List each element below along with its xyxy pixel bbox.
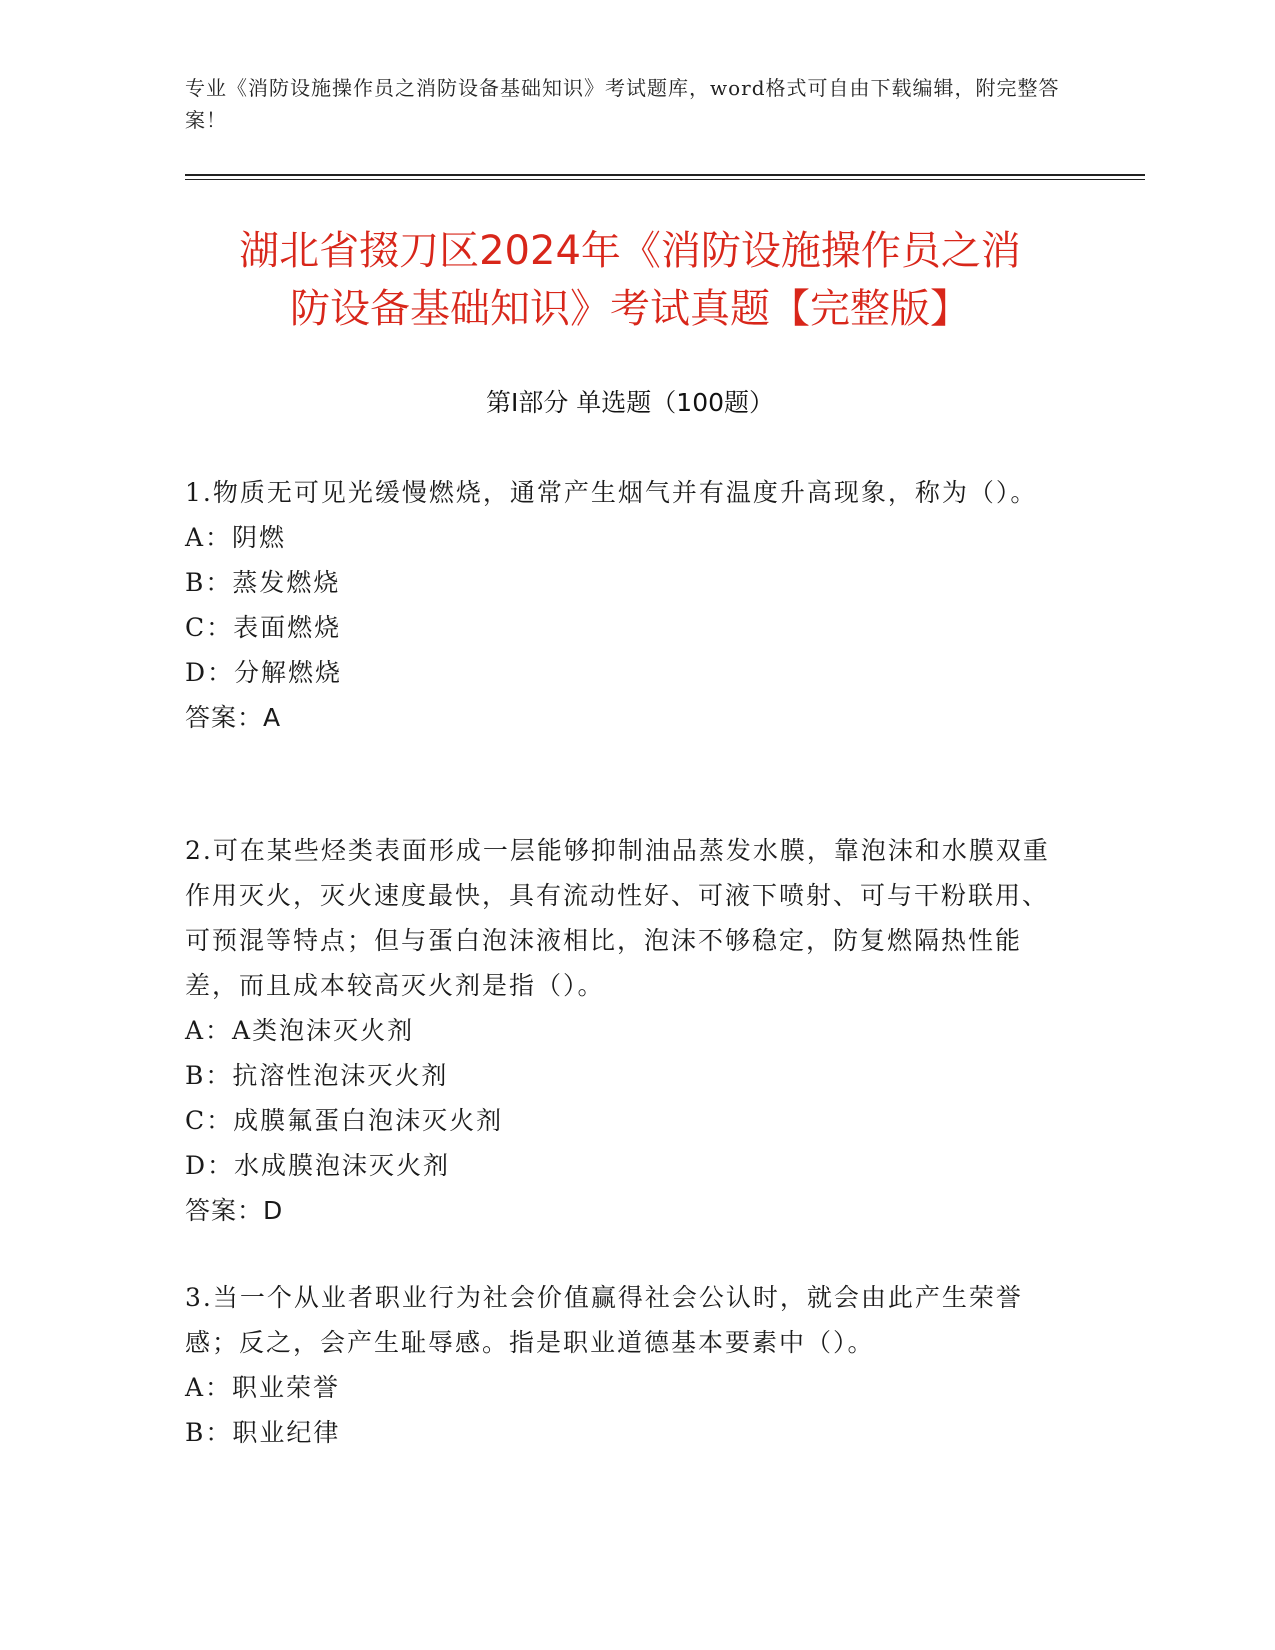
question-1	[185, 470, 1055, 740]
document-title-line-2: 防设备基础知识》考试真题【完整版】	[290, 286, 970, 332]
option-a: A：A类泡沫灭火剂	[185, 1016, 415, 1045]
option-d: D：水成膜泡沫灭火剂	[185, 1151, 451, 1180]
header-divider-thick	[185, 174, 1145, 176]
header-divider-thin	[185, 179, 1145, 180]
document-title	[160, 222, 1100, 338]
document-title-line-1: 湖北省掇刀区2024年《消防设施操作员之消	[239, 228, 1021, 274]
question-stem: 1.物质无可见光缓慢燃烧，通常产生烟气并有温度升高现象，称为（）。	[185, 478, 1038, 507]
option-a: A：职业荣誉	[185, 1373, 341, 1402]
option-b: B：蒸发燃烧	[185, 568, 341, 597]
option-b: B：抗溶性泡沫灭火剂	[185, 1061, 449, 1090]
option-c: C：成膜氟蛋白泡沫灭火剂	[185, 1106, 504, 1135]
question-stem: 3.当一个从业者职业行为社会价值赢得社会公认时，就会由此产生荣誉感；反之，会产生耻辱感。指是职业道德基本要素中（）。	[185, 1283, 1023, 1357]
option-c: C：表面燃烧	[185, 613, 342, 642]
section-title: 第Ⅰ部分 单选题（100题）	[485, 388, 775, 417]
option-d: D：分解燃烧	[185, 658, 343, 687]
question-2	[185, 828, 1055, 1233]
question-3	[185, 1275, 1055, 1455]
answer-line: 答案：A	[185, 703, 282, 732]
question-stem: 2.可在某些烃类表面形成一层能够抑制油品蒸发水膜，靠泡沫和水膜双重作用灭火，灭火速度最快，具有流动性好、可液下喷射、可与干粉联用、可预混等特点；但与蛋白泡沫液相比，泡沫不够稳定，防复燃隔热性能差，而且成本较高灭火剂是指（）。	[185, 836, 1050, 1000]
option-b: B：职业纪律	[185, 1418, 341, 1447]
option-a: A：阴燃	[185, 523, 287, 552]
answer-line: 答案：D	[185, 1196, 284, 1225]
header-note: 专业《消防设施操作员之消防设备基础知识》考试题库，word格式可自由下载编辑，附完整答案！	[185, 76, 1060, 132]
